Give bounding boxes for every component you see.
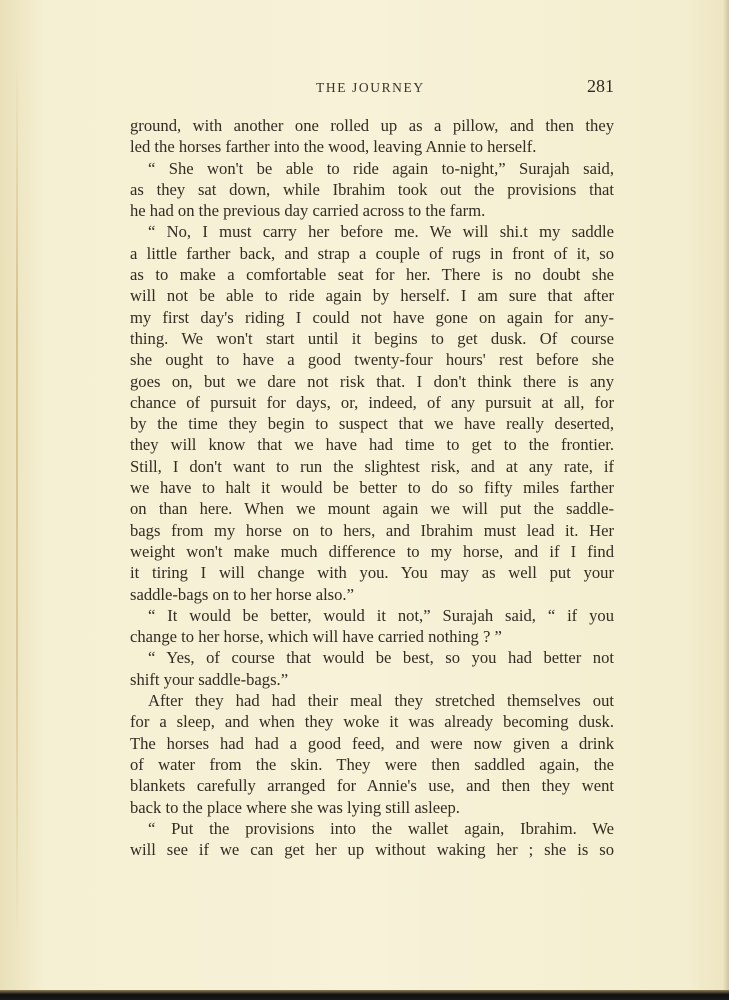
page-number: 281 — [587, 76, 614, 96]
text-line: it tiring I will change with you. You may as well put your — [130, 563, 614, 583]
text-line: we have to halt it would be better to do so fifty miles farther — [130, 478, 614, 498]
page-bottom-edge — [0, 990, 729, 1000]
body-text — [130, 115, 614, 860]
text-line: back to the place where she was lying still asleep. — [130, 797, 460, 817]
running-head — [130, 76, 614, 100]
text-line: my first day's riding I could not have gone on again for any- — [130, 307, 614, 327]
text-line: ground, with another one rolled up as a pillow, and then they — [130, 116, 614, 135]
text-line: he had on the previous day carried across to the farm. — [130, 201, 486, 221]
text-line: “ Put the provisions into the wallet again, Ibrahim. We — [148, 818, 614, 838]
text-line: a little farther back, and strap a couple of rugs in front of it, so — [130, 243, 614, 263]
text-line: The horses had had a good feed, and were now given a drink — [130, 733, 614, 753]
text-line: for a sleep, and when they woke it was already becoming dusk. — [130, 712, 614, 732]
page-gutter-shadow — [16, 60, 18, 940]
text-line: Still, I don't want to run the slightest risk, and at any rate, if — [130, 456, 614, 476]
text-line: on than here. When we mount again we will put the saddle- — [130, 499, 614, 519]
text-line: blankets carefully arranged for Annie's use, and then they went — [130, 776, 614, 796]
text-line: change to her horse, which will have carried nothing ? ” — [130, 627, 502, 647]
text-line: as they sat down, while Ibrahim took out the provisions that — [130, 179, 614, 199]
text-line: by the time they begin to suspect that we have really deserted, — [130, 414, 614, 434]
text-line: of water from the skin. They were then saddled again, the — [130, 754, 614, 774]
text-line: “ It would be better, would it not,” Surajah said, “ if you — [148, 605, 614, 625]
text-line: “ Yes, of course that would be best, so you had better not — [148, 648, 614, 668]
text-line: bags from my horse on to hers, and Ibrahim must lead it. Her — [130, 520, 614, 540]
text-line: After they had had their meal they stretched themselves out — [148, 691, 614, 711]
text-line: they will know that we have had time to get to the frontier. — [130, 435, 614, 455]
running-title: THE JOURNEY — [316, 80, 425, 95]
text-line: thing. We won't start until it begins to get dusk. Of course — [130, 328, 614, 348]
text-line: goes on, but we dare not risk that. I don't think there is any — [130, 371, 614, 391]
text-line: weight won't make much difference to my horse, and if I find — [130, 541, 614, 561]
text-line: chance of pursuit for days, or, indeed, of any pursuit at all, for — [130, 392, 614, 412]
text-line: will see if we can get her up without waking her ; she is so — [130, 840, 614, 860]
text-line: saddle-bags on to her horse also.” — [130, 584, 354, 604]
text-line: as to make a comfortable seat for her. There is no doubt she — [130, 265, 614, 285]
text-line: she ought to have a good twenty-four hours' rest before she — [130, 350, 614, 370]
page-edge-shadow — [723, 0, 729, 1000]
text-line: “ She won't be able to ride again to-night,” Surajah said, — [148, 158, 614, 178]
text-line: led the horses farther into the wood, leaving Annie to herself. — [130, 137, 537, 157]
text-line: will not be able to ride again by herself. I am sure that after — [130, 286, 614, 306]
text-line: “ No, I must carry her before me. We will shi.t my saddle — [148, 222, 614, 242]
text-line: shift your saddle-bags.” — [130, 669, 289, 689]
